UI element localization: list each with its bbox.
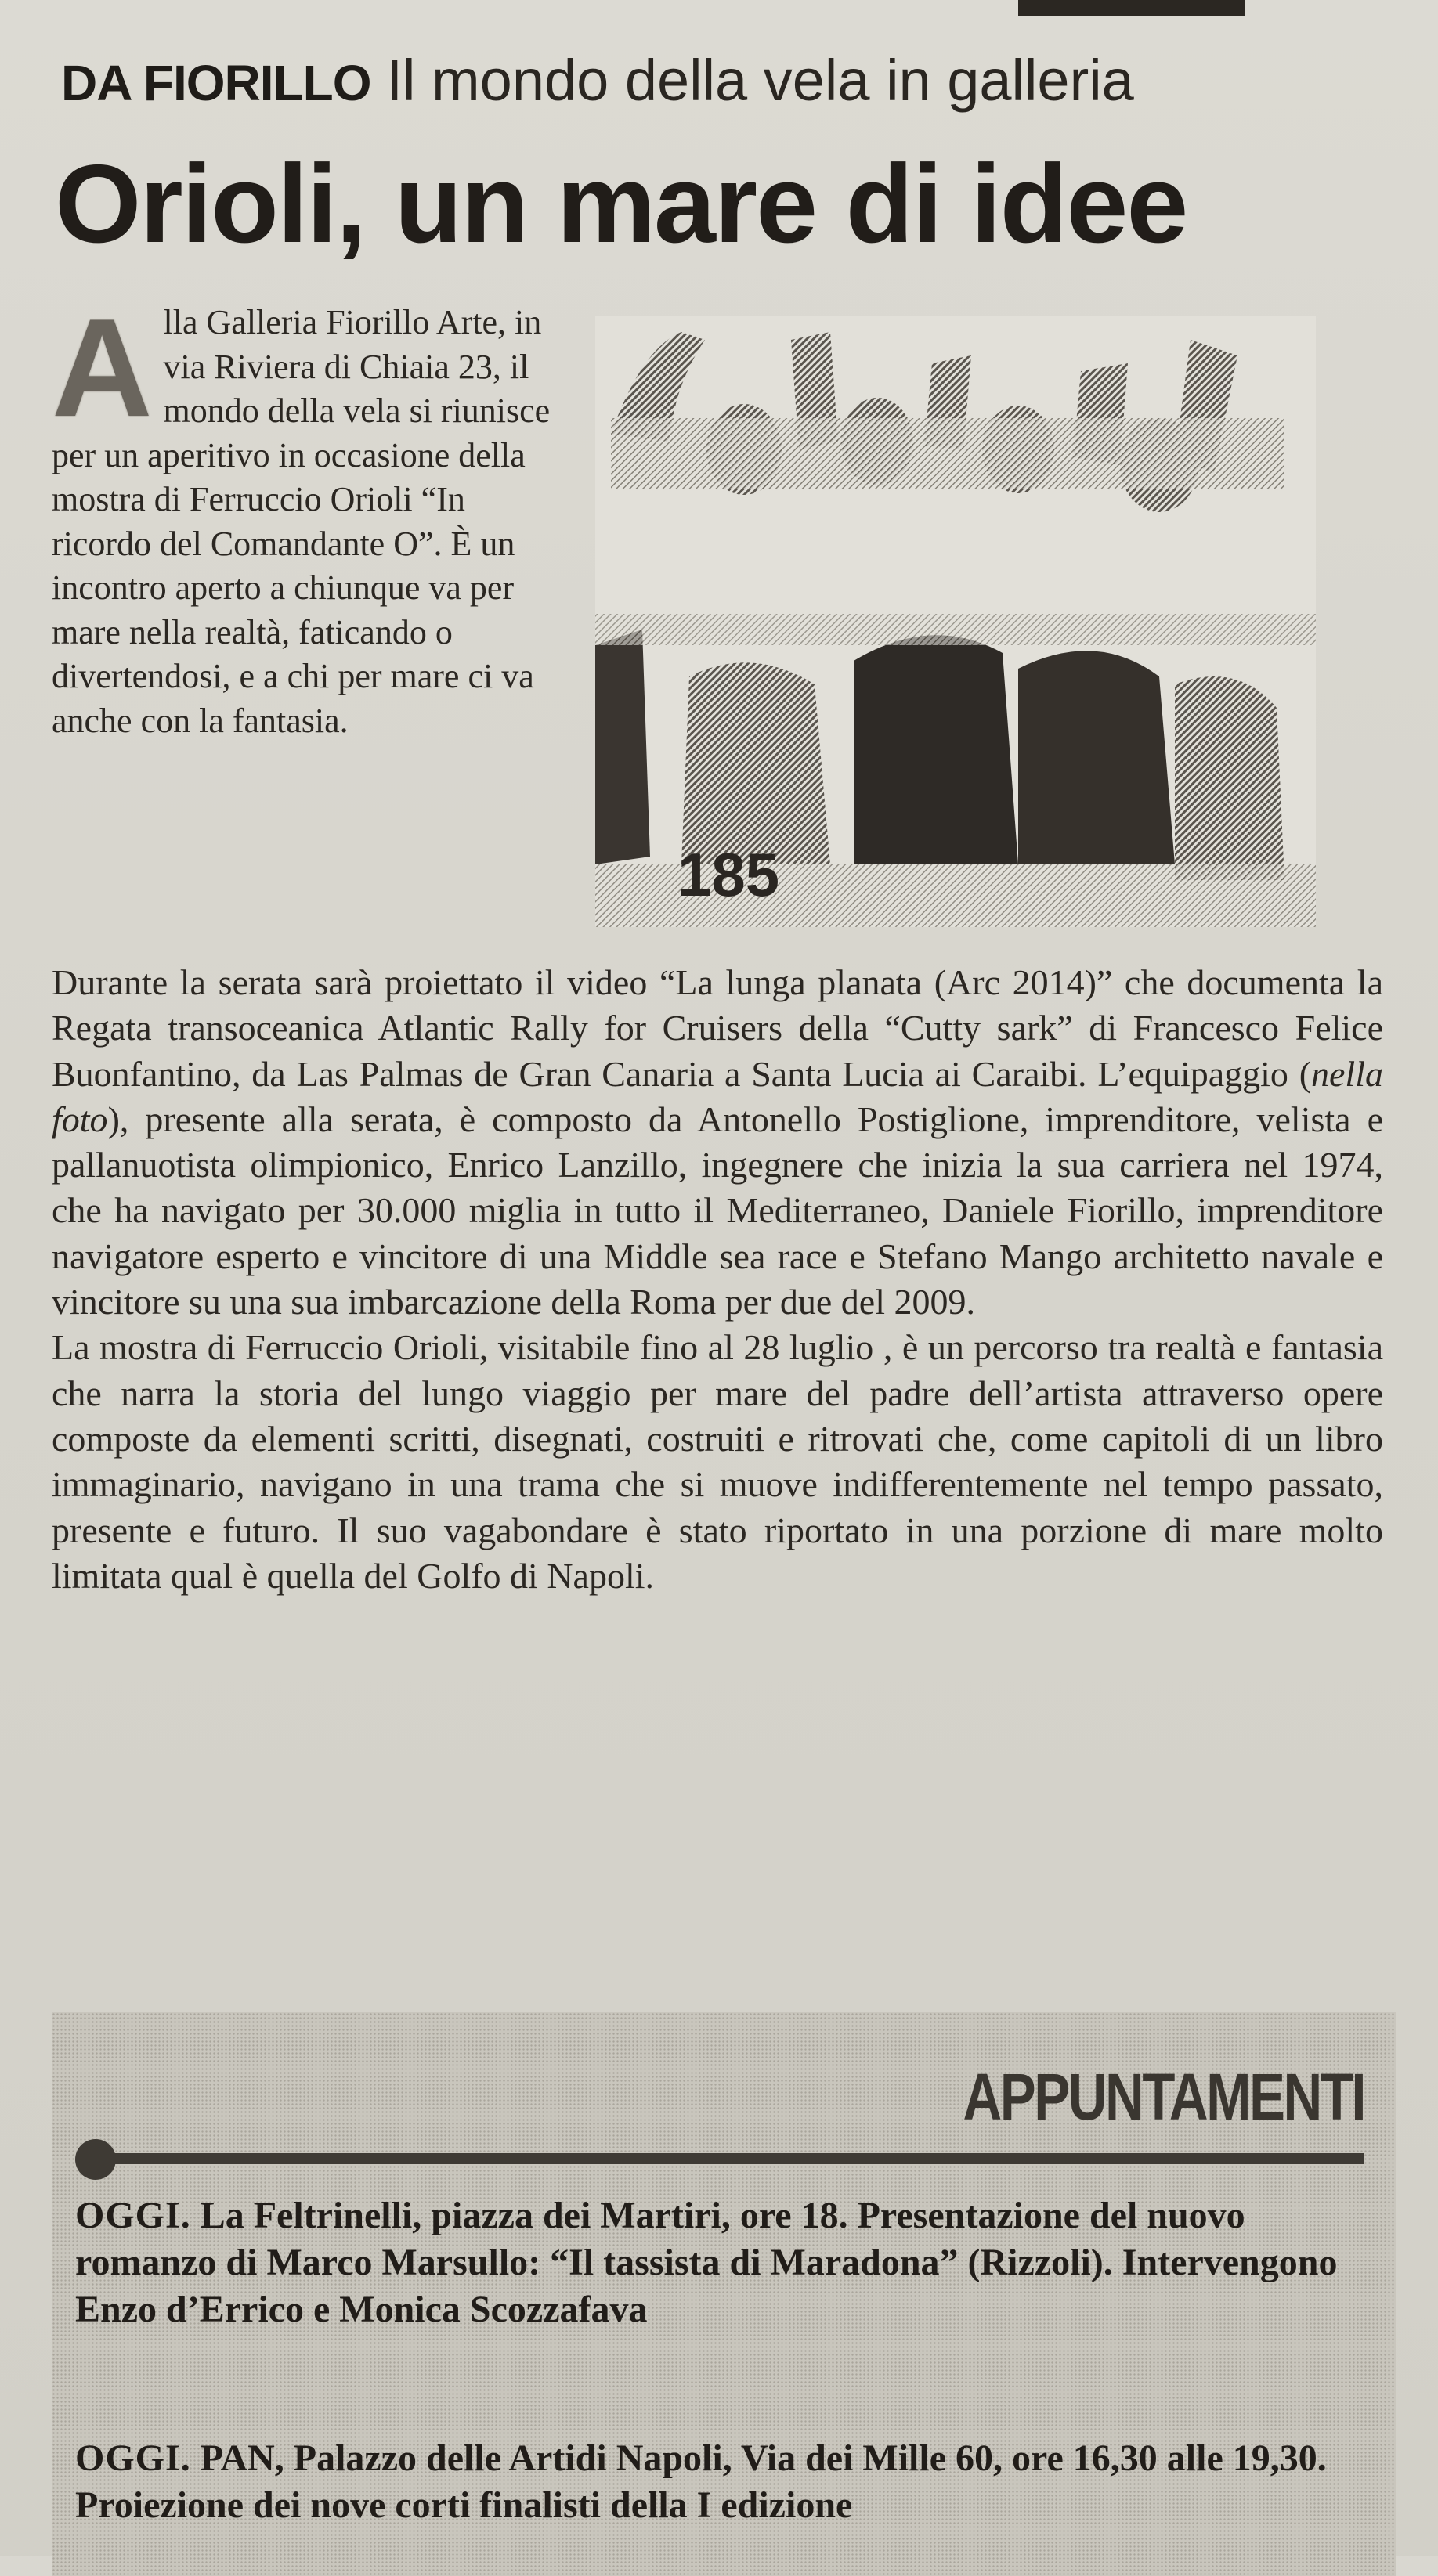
article-kicker (61, 47, 1134, 114)
appointments-title: APPUNTAMENTI (963, 2060, 1364, 2134)
article-body (52, 960, 1383, 1599)
sail-number: 185 (677, 840, 780, 909)
appointment-entry: OGGI. PAN, Palazzo delle Artidi Napoli, Via dei Mille 60, ore 16,30 alle 19,30. Proiezione dei nove corti finalisti della I edizione (75, 2437, 1327, 2526)
lead-text: lla Galleria Fiorillo Arte, in via Riviera di Chiaia 23, il mondo della vela si riunisce per un aperitivo in occasione della mostra di Ferruccio Orioli “In ricordo del Comandante O”. È un incontro aperto a chiunque va per mare nella realtà, faticando o divertendosi, e a chi per mare ci va anche con la fantasia. (52, 303, 551, 740)
appointment-entry: OGGI. La Feltrinelli, piazza dei Martiri, ore 18. Presentazione del nuovo romanzo di Marco Marsullo: “Il tassista di Maradona” (Rizzoli). Intervengono Enzo d’Errico e Monica Scozzafava (75, 2195, 1338, 2330)
drop-cap: A (52, 290, 153, 446)
kicker-label: DA FIORILLO (61, 55, 371, 111)
body-paragraph-2: La mostra di Ferruccio Orioli, visitabile fino al 28 luglio , è un percorso tra realtà e fantasia che narra la storia del lungo viaggio per mare del padre dell’artista attraverso opere composte da elementi scritti, disegnati, costruiti e ritrovati che, come capitoli di un libro immaginario, navigano in una trama che si muove indifferentemente nel tempo passato, presente e futuro. Il suo vagabondare è stato riportato in una porzione di mare molto limitata qual è quella del Golfo di Napoli. (52, 1327, 1383, 1596)
lead-paragraph (52, 290, 553, 743)
kicker-text: Il mondo della vela in galleria (386, 48, 1134, 113)
appointments-box (52, 2012, 1396, 2576)
appointments-divider (99, 2153, 1364, 2164)
crew-photo-image (595, 316, 1316, 927)
article-headline: Orioli, un mare di idee (55, 142, 1187, 266)
body-paragraph-1: Durante la serata sarà proiettato il video “La lunga planata (Arc 2014)” che documenta la Regata transoceanica Atlantic Rally for Cruisers della “Cutty sark” di Francesco Felice Buonfantino, da Las Palmas de Gran Canaria a Santa Lucia ai Caraibi. L’equipaggio (nella foto), presente alla serata, è composto da Antonello Postiglione, imprenditore, velista e pallanuotista olimpionico, Enrico Lanzillo, ingegnere che inizia la sua carriera nel 1974, che ha navigato per 30.000 miglia in tutto il Mediterraneo, Daniele Fiorillo, imprenditore navigatore esperto e vincitore di una Middle sea race e Stefano Mango architetto navale e vincitore su una sua imbarcazione della Roma per due del 2009. (52, 962, 1383, 1322)
crew-photo (595, 316, 1316, 927)
appointments-bullet (75, 2139, 116, 2180)
previous-article-edge (1018, 0, 1245, 16)
